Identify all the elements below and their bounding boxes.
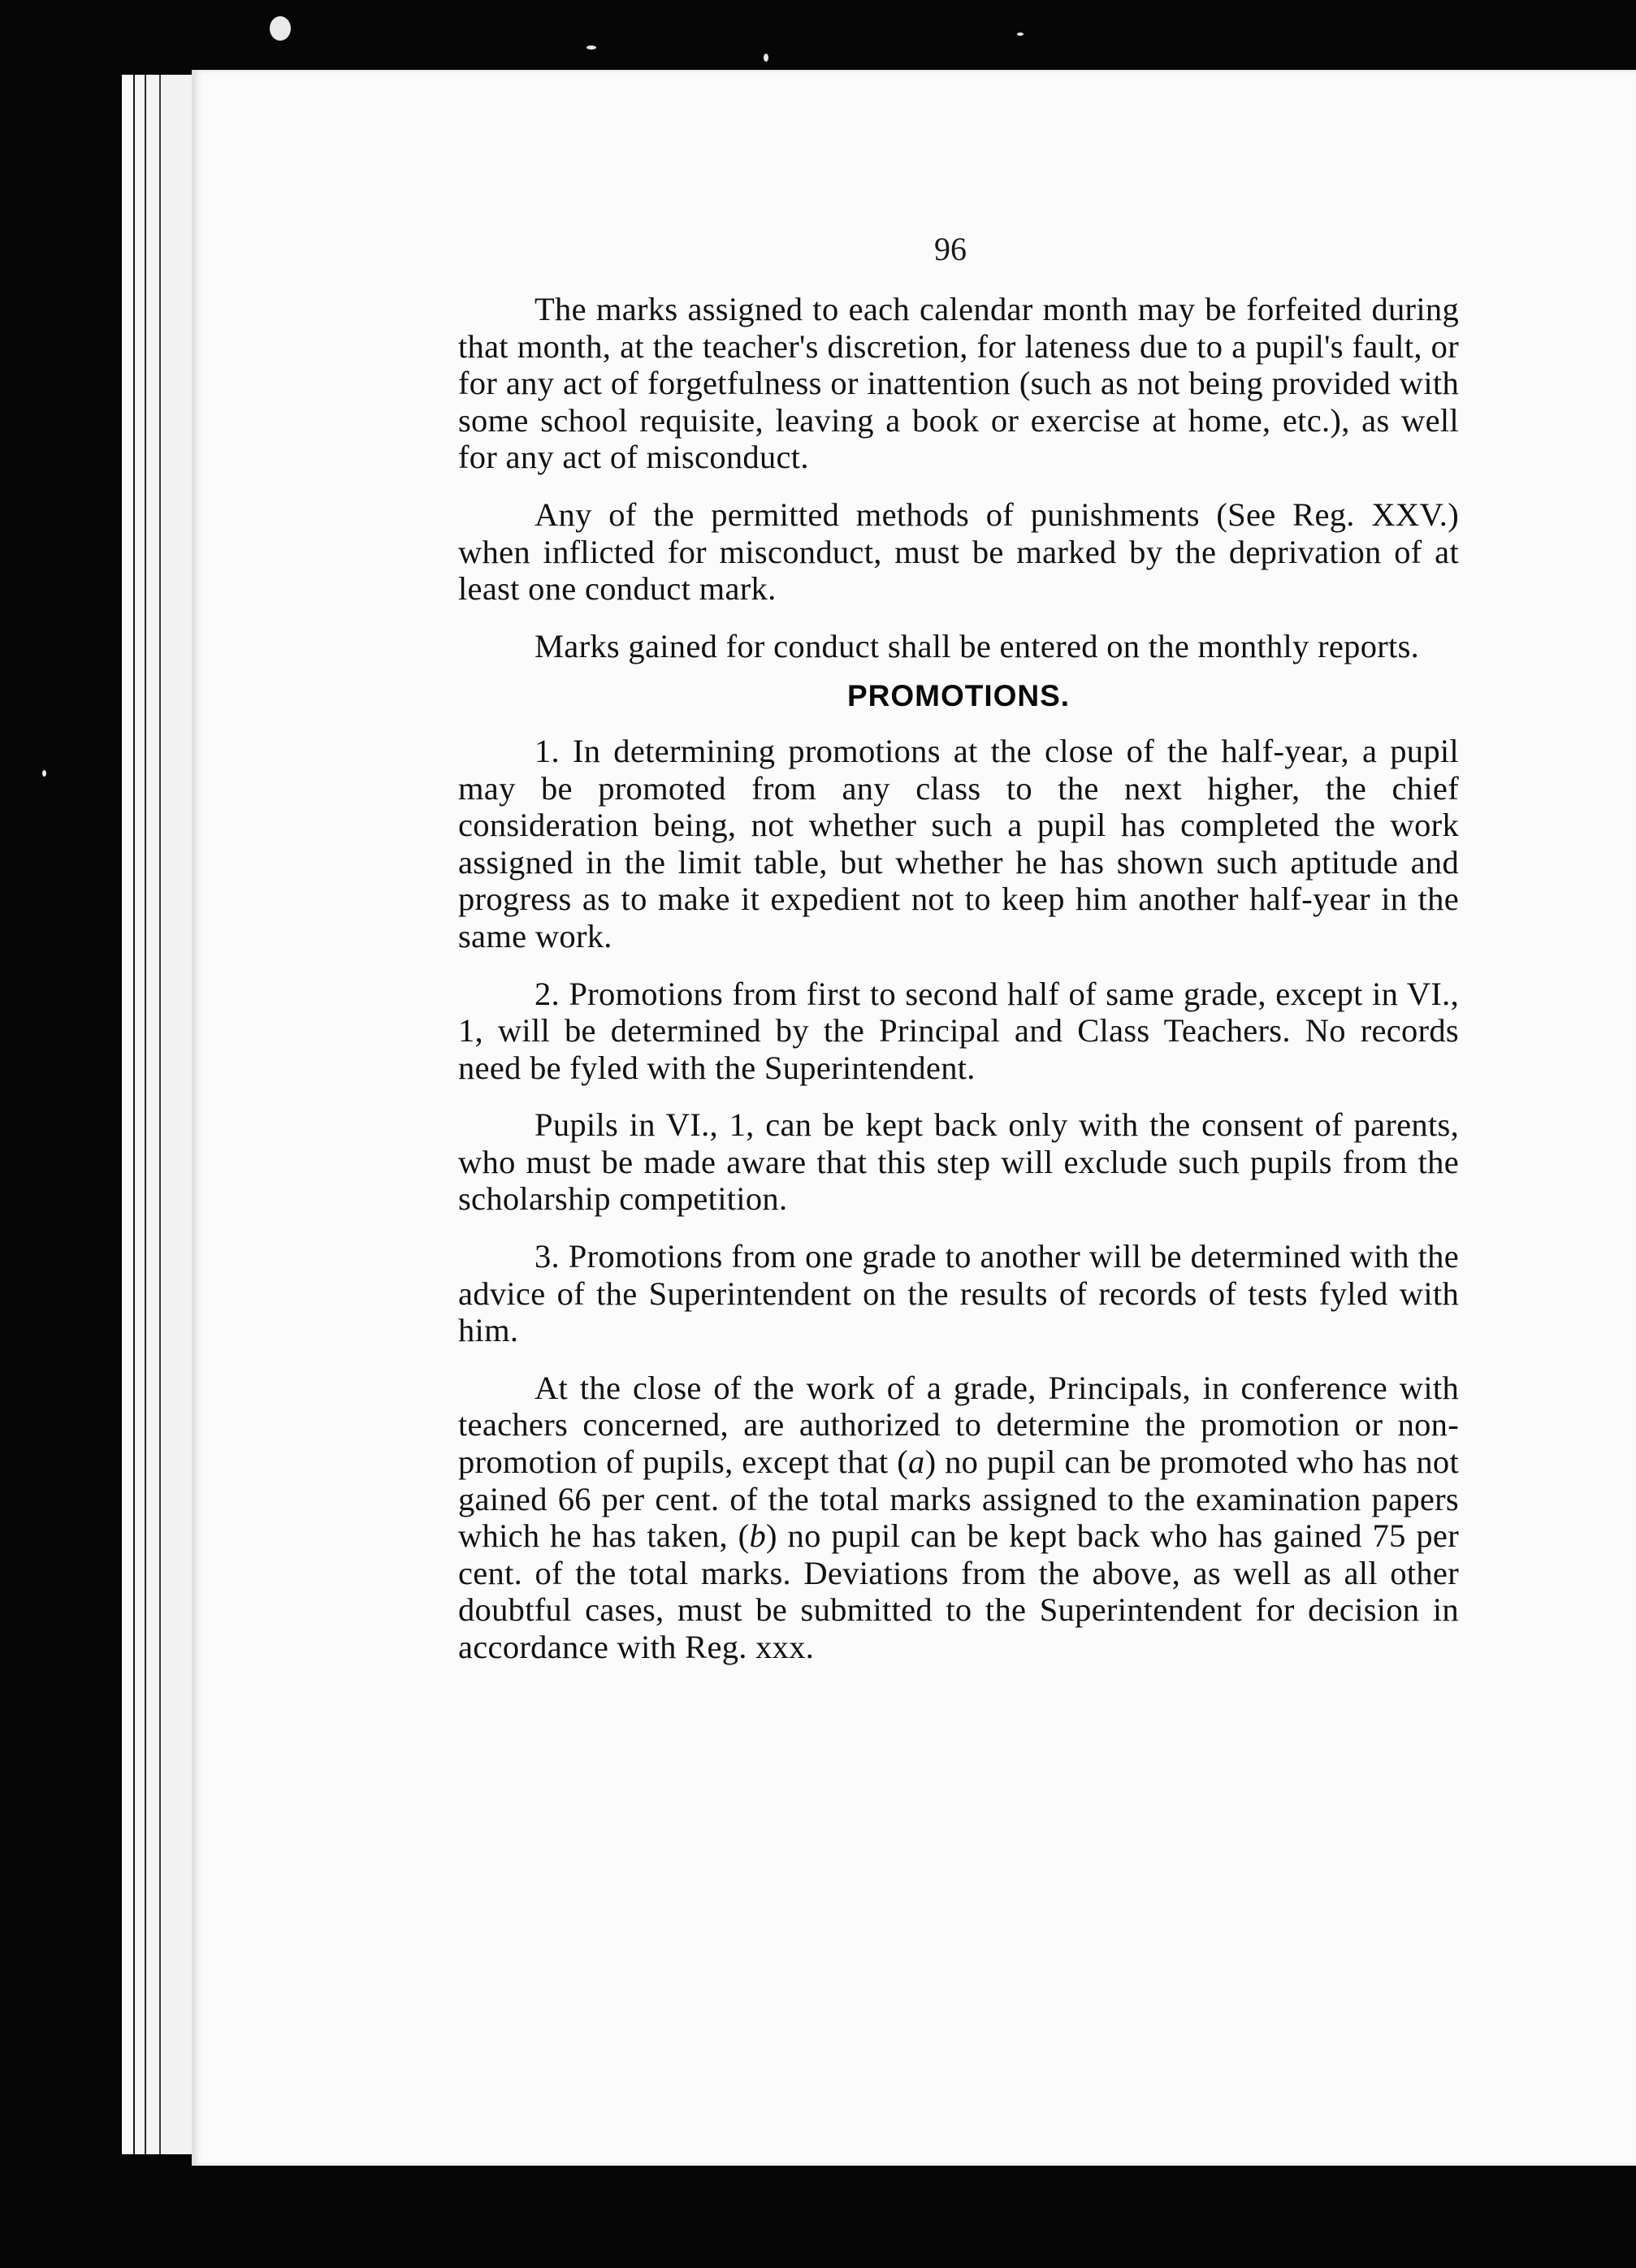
paragraph-conduct-marks: The marks assigned to each calendar month may be forfeited during that month, at the teacher's discretion, for lateness due to a pupil's fault, or for any act of forgetfulness or inattention (such as not being provided with some school requisite, leaving a book or exercise at home, etc.), as well for any act of misconduct. bbox=[458, 291, 1459, 476]
paragraph-promotion-3: 3. Promotions from one grade to another will be determined with the advice of the Superintendent on the results of records of tests fyled with him. bbox=[458, 1238, 1459, 1349]
paragraph-punishments: Any of the permitted methods of punishments (See Reg. XXV.) when inflicted for misconduct, must be marked by the deprivation of at least one conduct mark. bbox=[458, 496, 1459, 608]
scan-speck bbox=[270, 16, 291, 41]
page-text bbox=[458, 291, 1459, 1686]
page-edge-strip bbox=[122, 75, 197, 2154]
paragraph-pupils-vi: Pupils in VI., 1, can be kept back only with the consent of parents, who must be made aware that this step will exclude such pupils from the scholarship competition. bbox=[458, 1106, 1459, 1218]
paragraph-grade-close bbox=[458, 1370, 1459, 1666]
section-heading: PROMOTIONS. bbox=[846, 679, 1071, 713]
scan-speck bbox=[42, 770, 46, 777]
grade-close-text-2: ) no pupil can be promoted who has not gained 66 per cent. of the total marks assigned to the examination papers which he has taken, ( bbox=[458, 1443, 1460, 1555]
paragraph-monthly-reports: Marks gained for conduct shall be entered on the monthly reports. bbox=[535, 627, 1420, 664]
scan-speck bbox=[1017, 32, 1024, 36]
scan-speck bbox=[764, 54, 768, 62]
marker-a: a bbox=[908, 1443, 925, 1481]
paragraph-promotion-1: 1. In determining promotions at the close of the half-year, a pupil may be promoted from any class to the next higher, the chief consideration being, not whether such a pupil has completed the work assigned in the limit table, but whether he has shown such aptitude and progress as to make it expedient not to keep him another half-year in the same work. bbox=[458, 732, 1459, 954]
grade-close-text-3: ) no pupil can be kept back who has gained 75 per cent. of the total marks. Deviations from the above, as well as all other doubtful cases, must be submitted to the Superintendent for decision in accordance with Reg. xxx. bbox=[458, 1517, 1459, 1665]
scan-speck bbox=[586, 45, 596, 50]
paragraph-promotion-2: 2. Promotions from first to second half of same grade, except in VI., 1, will be determined by the Principal and Class Teachers. No records need be fyled with the Superintendent. bbox=[458, 975, 1459, 1086]
page-number: 96 bbox=[934, 231, 967, 267]
grade-close-text-1: At the close of the work of a grade, Principals, in conference with teachers concerned, are authorized to determine the promotion or non-promotion of pupils, except that ( bbox=[458, 1369, 1459, 1481]
marker-b: b bbox=[749, 1517, 767, 1555]
